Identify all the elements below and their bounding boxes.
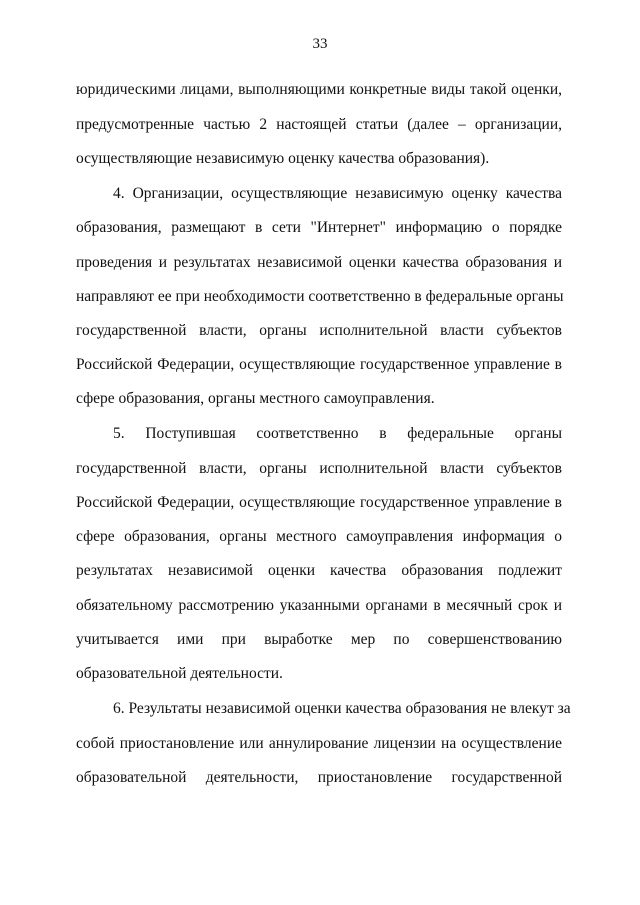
text-line: учитывается ими при выработке мер по совершенствованию xyxy=(76,631,562,648)
paragraph-4-first-line: 4. Организации, осуществляющие независимую оценку качества xyxy=(113,185,562,202)
text-line: собой приостановление или аннулирование лицензии на осуществление xyxy=(76,735,562,752)
text-line: проведения и результатах независимой оценки качества образования и xyxy=(76,254,562,271)
text-line: сфере образования, органы местного самоуправления информация о xyxy=(76,528,562,545)
text-line: образовательной деятельности, приостановление государственной xyxy=(76,769,562,786)
text-line: государственной власти, органы исполнительной власти субъектов xyxy=(76,460,562,477)
text-line: образования, размещают в сети "Интернет" информацию о порядке xyxy=(76,219,562,236)
paragraph-5-first-line: 5. Поступившая соответственно в федеральные органы xyxy=(113,425,562,442)
text-line: обязательному рассмотрению указанными органами в месячный срок и xyxy=(76,597,562,614)
text-line: Российской Федерации, осуществляющие государственное управление в xyxy=(76,494,562,511)
paragraph-6-first-line: 6. Результаты независимой оценки качества образования не влекут за xyxy=(113,700,571,717)
text-line: предусмотренные частью 2 настоящей статьи (далее – организации, xyxy=(76,116,562,133)
text-line: Российской Федерации, осуществляющие государственное управление в xyxy=(76,356,562,373)
text-line: юридическими лицами, выполняющими конкретные виды такой оценки, xyxy=(76,81,562,98)
text-line: результатах независимой оценки качества образования подлежит xyxy=(76,562,562,579)
text-line: направляют ее при необходимости соответственно в федеральные органы xyxy=(76,288,564,305)
text-line: сфере образования, органы местного самоуправления. xyxy=(76,390,435,407)
page-number: 33 xyxy=(312,36,328,52)
text-line: осуществляющие независимую оценку качества образования). xyxy=(76,150,490,167)
text-line: государственной власти, органы исполнительной власти субъектов xyxy=(76,322,562,339)
text-line: образовательной деятельности. xyxy=(76,665,283,682)
